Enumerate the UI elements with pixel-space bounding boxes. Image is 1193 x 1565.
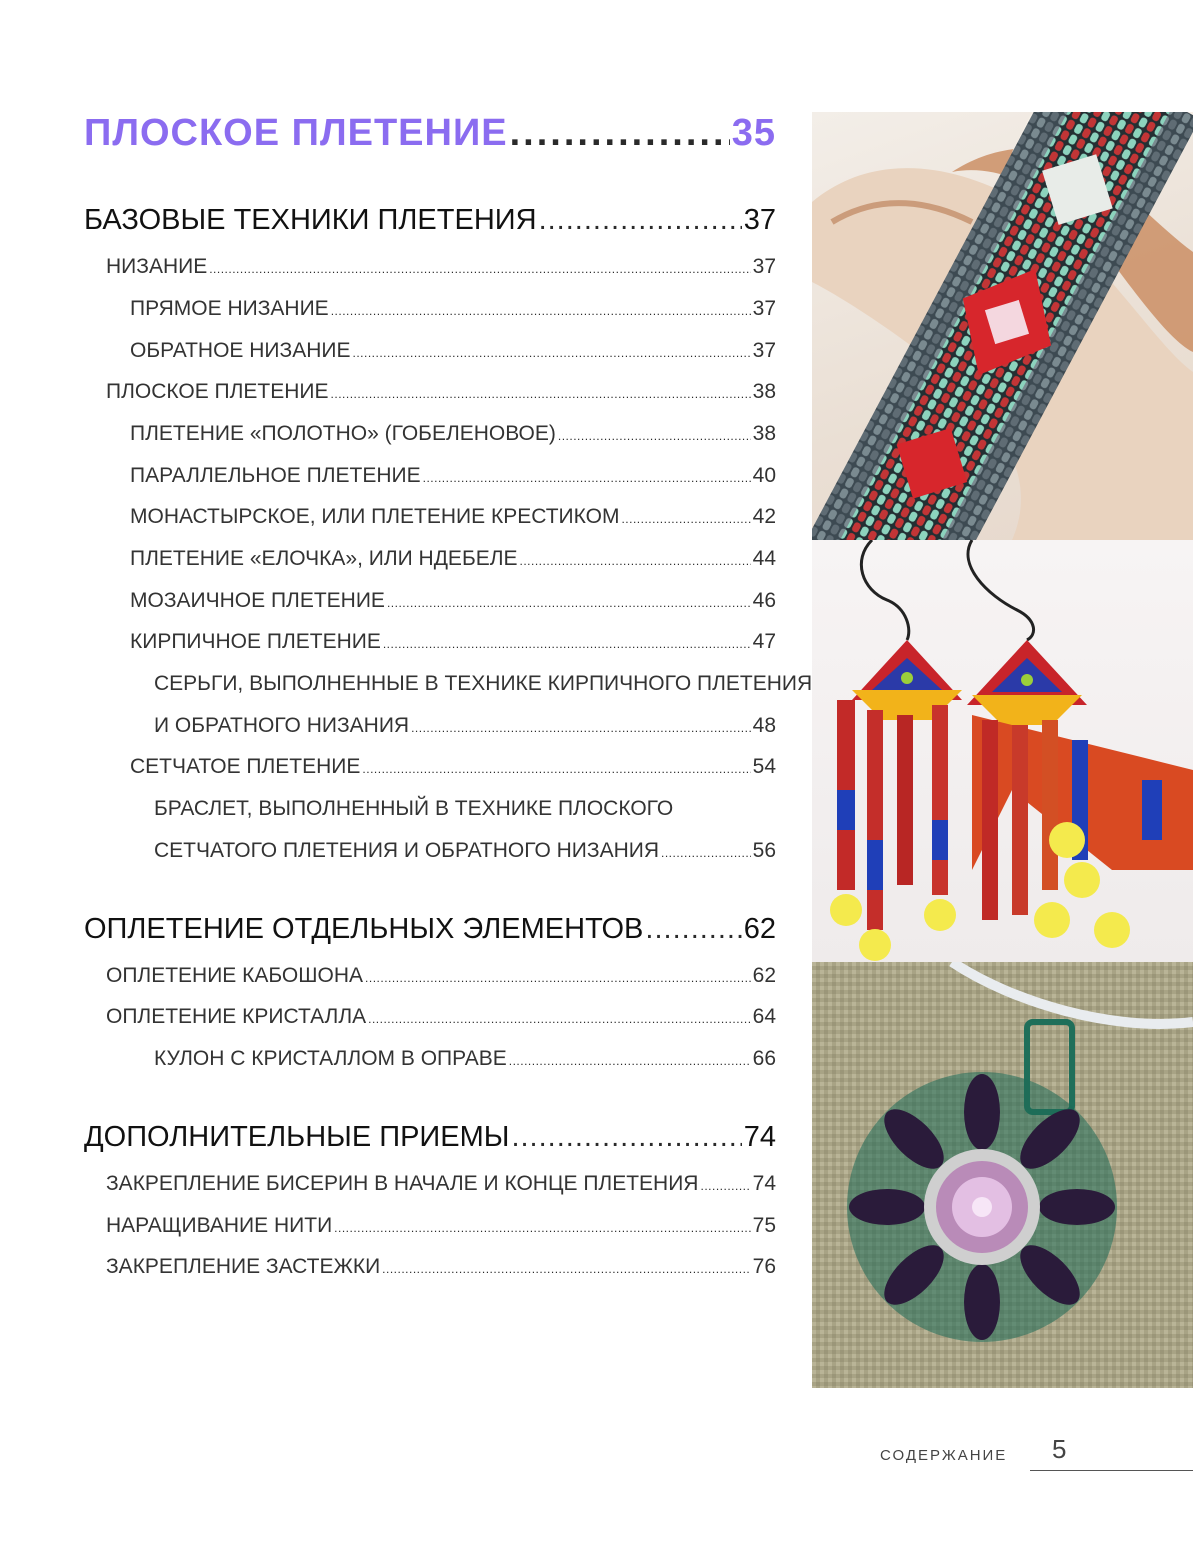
section-title: ДОПОЛНИТЕЛЬНЫЕ ПРИЕМЫ — [84, 1121, 510, 1153]
entry-title: МОЗАИЧНОЕ ПЛЕТЕНИЕ — [130, 589, 385, 612]
section-title: ОПЛЕТЕНИЕ ОТДЕЛЬНЫХ ЭЛЕМЕНТОВ — [84, 913, 644, 945]
part-heading[interactable] — [84, 112, 776, 162]
entry-title: ПЛЕТЕНИЕ «ПОЛОТНО» (ГОБЕЛЕНОВОЕ) — [130, 422, 556, 445]
leader-dots — [334, 1221, 750, 1235]
entry-page: 54 — [752, 755, 776, 778]
leader-dots — [331, 304, 751, 318]
leader-dots — [558, 429, 751, 443]
toc-entry[interactable] — [106, 1255, 776, 1279]
entry-page: 66 — [752, 1047, 776, 1070]
bracelet-photo — [812, 112, 1193, 540]
leader-dots — [661, 846, 751, 860]
toc-entry[interactable] — [154, 1047, 776, 1071]
leader-dots — [365, 971, 751, 985]
entry-title: НАРАЩИВАНИЕ НИТИ — [106, 1214, 333, 1237]
toc-entry[interactable] — [130, 547, 776, 571]
toc-entry[interactable] — [106, 1214, 776, 1238]
earrings-illustration — [812, 540, 1193, 962]
entry-page: 46 — [752, 589, 776, 612]
entry-title: КУЛОН С КРИСТАЛЛОМ В ОПРАВЕ — [154, 1047, 507, 1070]
entry-title: ПАРАЛЛЕЛЬНОЕ ПЛЕТЕНИЕ — [130, 464, 421, 487]
section-heading[interactable] — [84, 913, 776, 946]
toc-entry[interactable] — [130, 755, 776, 779]
leader-dots — [368, 1012, 751, 1026]
toc-entry[interactable] — [130, 422, 776, 446]
entry-title-line1[interactable]: СЕРЬГИ, ВЫПОЛНЕННЫЕ В ТЕХНИКЕ КИРПИЧНОГО ПЛЕТЕНИЯ — [154, 672, 813, 695]
section-heading[interactable] — [84, 1121, 776, 1154]
entry-page: 44 — [752, 547, 776, 570]
toc-entry[interactable] — [130, 297, 776, 321]
bracelet-illustration — [812, 112, 1193, 540]
leader-dots — [387, 596, 751, 610]
leader-dots — [383, 637, 751, 651]
entry-page: 37 — [752, 339, 776, 362]
toc-entry[interactable] — [130, 630, 776, 654]
leader-dots — [645, 913, 741, 946]
footer-divider — [1030, 1470, 1193, 1471]
entry-page: 56 — [752, 839, 776, 862]
toc-entry[interactable] — [106, 255, 776, 279]
leader-dots — [700, 1179, 750, 1193]
pendant-photo — [812, 962, 1193, 1388]
toc-entry[interactable] — [130, 339, 776, 363]
footer-section-label: СОДЕРЖАНИЕ — [880, 1447, 1008, 1464]
leader-dots — [520, 554, 751, 568]
entry-title: МОНАСТЫРСКОЕ, ИЛИ ПЛЕТЕНИЕ КРЕСТИКОМ — [130, 505, 620, 528]
toc-entry[interactable] — [130, 505, 776, 529]
entry-title: ПЛОСКОЕ ПЛЕТЕНИЕ — [106, 380, 329, 403]
entry-title: И ОБРАТНОГО НИЗАНИЯ — [154, 714, 410, 737]
leader-dots — [510, 112, 730, 155]
entry-title: ОПЛЕТЕНИЕ КАБОШОНА — [106, 964, 364, 987]
leader-dots — [209, 262, 750, 276]
entry-title: ОБРАТНОЕ НИЗАНИЕ — [130, 339, 351, 362]
leader-dots — [331, 387, 751, 401]
toc-entry[interactable] — [106, 380, 776, 404]
leader-dots — [352, 346, 750, 360]
entry-page: 42 — [752, 505, 776, 528]
entry-page: 37 — [752, 255, 776, 278]
leader-dots — [621, 512, 750, 526]
entry-page: 76 — [752, 1255, 776, 1278]
entry-title: КИРПИЧНОЕ ПЛЕТЕНИЕ — [130, 630, 381, 653]
toc-entry[interactable] — [130, 464, 776, 488]
pendant-illustration — [812, 962, 1193, 1388]
entry-title: НИЗАНИЕ — [106, 255, 208, 278]
entry-title: ЗАКРЕПЛЕНИЕ БИСЕРИН В НАЧАЛЕ И КОНЦЕ ПЛЕТЕНИЯ — [106, 1172, 699, 1195]
section-title: БАЗОВЫЕ ТЕХНИКИ ПЛЕТЕНИЯ — [84, 204, 537, 236]
entry-page: 37 — [752, 297, 776, 320]
entry-page: 64 — [752, 1005, 776, 1028]
leader-dots — [411, 721, 751, 735]
entry-title: ПРЯМОЕ НИЗАНИЕ — [130, 297, 329, 320]
entry-title: ЗАКРЕПЛЕНИЕ ЗАСТЕЖКИ — [106, 1255, 381, 1278]
entry-title: СЕТЧАТОГО ПЛЕТЕНИЯ И ОБРАТНОГО НИЗАНИЯ — [154, 839, 659, 862]
entry-page: 48 — [752, 714, 776, 737]
leader-dots — [539, 204, 742, 237]
leader-dots — [509, 1054, 751, 1068]
leader-dots — [423, 471, 751, 485]
entry-page: 40 — [752, 464, 776, 487]
entry-page: 75 — [752, 1214, 776, 1237]
leader-dots — [511, 1121, 741, 1154]
section-page: 37 — [743, 204, 776, 236]
section-page: 62 — [743, 913, 776, 945]
leader-dots — [362, 762, 750, 776]
toc-entry[interactable] — [106, 1172, 776, 1196]
entry-page: 74 — [752, 1172, 776, 1195]
toc-entry[interactable] — [106, 964, 776, 988]
toc-entry[interactable] — [130, 589, 776, 613]
entry-title: СЕТЧАТОЕ ПЛЕТЕНИЕ — [130, 755, 361, 778]
entry-page: 38 — [752, 422, 776, 445]
toc-entry[interactable] — [106, 1005, 776, 1029]
earrings-photo — [812, 540, 1193, 962]
toc-entry[interactable] — [154, 714, 776, 738]
section-heading[interactable] — [84, 204, 776, 237]
entry-page: 38 — [752, 380, 776, 403]
page-number: 5 — [1052, 1434, 1067, 1464]
toc-entry[interactable] — [154, 839, 776, 863]
part-title: ПЛОСКОЕ ПЛЕТЕНИЕ — [84, 112, 508, 154]
part-page: 35 — [731, 112, 776, 154]
entry-page: 47 — [752, 630, 776, 653]
entry-title-line1[interactable]: БРАСЛЕТ, ВЫПОЛНЕННЫЙ В ТЕХНИКЕ ПЛОСКОГО — [154, 797, 674, 820]
leader-dots — [382, 1262, 750, 1276]
entry-title: ПЛЕТЕНИЕ «ЕЛОЧКА», ИЛИ НДЕБЕЛЕ — [130, 547, 518, 570]
entry-title: ОПЛЕТЕНИЕ КРИСТАЛЛА — [106, 1005, 367, 1028]
section-page: 74 — [743, 1121, 776, 1153]
entry-page: 62 — [752, 964, 776, 987]
